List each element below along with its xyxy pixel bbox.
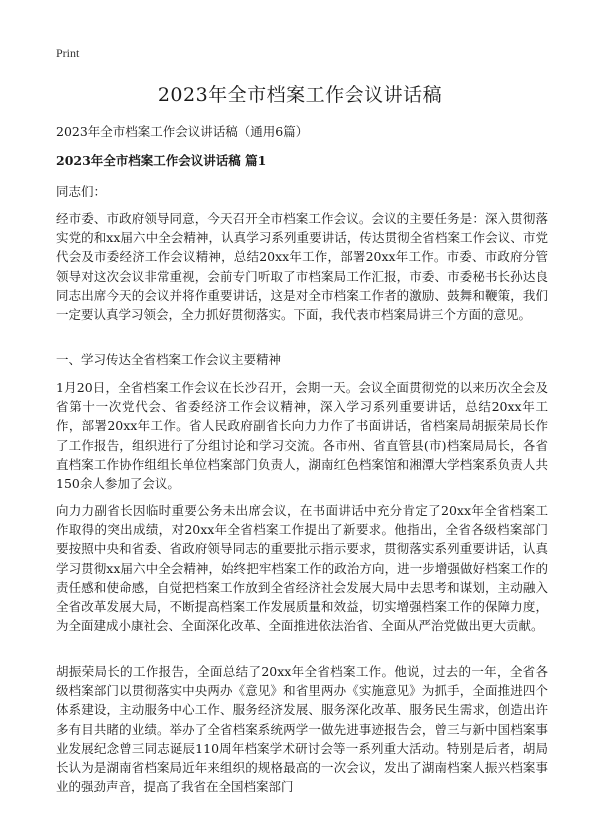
paragraph-intro: 经市委、市政府领导同意，今天召开全市档案工作会议。会议的主要任务是：深入贯彻落实党的和xx届六中全会精神，认真学习系列重要讲话，传达贯彻全省档案工作会议、市党代会及市委经济工作会议精神，总结20xx年工作，部署20xx年工作。市委、市政府分管领导对这次会议非常重视，会前专门听取了市档案局工作汇报，市委、市委秘书长孙达良同志出席今天的会议并将作重要讲话，这是对全市档案工作者的激励、鼓舞和鞭策，我们一定要认真学习领会，全力抓好贯彻落实。下面，我代表市档案局讲三个方面的意见。 (56, 211, 548, 323)
section-title: 2023年全市档案工作会议讲话稿 篇1 (56, 153, 267, 168)
heading-section-1: 一、学习传达全省档案工作会议主要精神 (56, 352, 282, 367)
paragraph-work-report: 胡振荣局长的工作报告，全面总结了20xx年全省档案工作。他说，过去的一年，全省各级档案部门以贯彻落实中央两办《意见》和省里两办《实施意见》为抓手，全面推进四个体系建设，主动服务中心工作、服务经济发展、服务深化改革、服务民生需求，创造出许多有目共睹的业绩。举办了全省档案系统两学一做先进事迹报告会，曾三与新中国档案事业发展纪念曾三同志诞辰110周年档案学术研讨会等一系列重大活动。特别是后者，胡局长认为是湖南省档案局近年来组织的规格最高的一次会议，发出了湖南档案人振兴档案事业的强劲声音，提高了我省在全国档案部门 (56, 664, 548, 795)
paragraph-vice-governor-speech: 向力力副省长因临时重要公务未出席会议，在书面讲话中充分肯定了20xx年全省档案工作取得的突出成绩，对20xx年全省档案工作提出了新要求。他指出，全省各级档案部门要按照中央和省委、省政府领导同志的重要批示指示要求，贯彻落实系列重要讲话，认真学习贯彻xx届六中全会精神，始终把牢档案工作的政治方向，进一步增强做好档案工作的责任感和使命感，自觉把档案工作放到全省经济社会发展大局中去思考和谋划，主动融入全省改革发展大局，不断提高档案工作发展质量和效益，切实增强档案工作的保障力度，为全面建成小康社会、全面深化改革、全面推进依法治省、全面从严治党做出更大贡献。 (56, 503, 548, 634)
paragraph-meeting-summary: 1月20日，全省档案工作会议在长沙召开，会期一天。会议全面贯彻党的以来历次全会及省第十一次党代会、省委经济工作会议精神，深入学习系列重要讲话，总结20xx年工作，部署20xx年工作。省人民政府副省长向力力作了书面讲话，省档案局胡振荣局长作了工作报告，组织进行了分组讨论和学习交流。各市州、省直管县(市)档案局局长，各省直档案工作协作组组长单位档案部门负责人，湖南红色档案馆和湘潭大学档案系负责人共150余人参加了会议。 (56, 380, 548, 492)
document-subtitle: 2023年全市档案工作会议讲话稿（通用6篇） (56, 124, 309, 139)
print-label[interactable]: Print (56, 46, 80, 60)
greeting: 同志们： (56, 184, 107, 199)
document-title: 2023年全市档案工作会议讲话稿 (157, 84, 443, 106)
